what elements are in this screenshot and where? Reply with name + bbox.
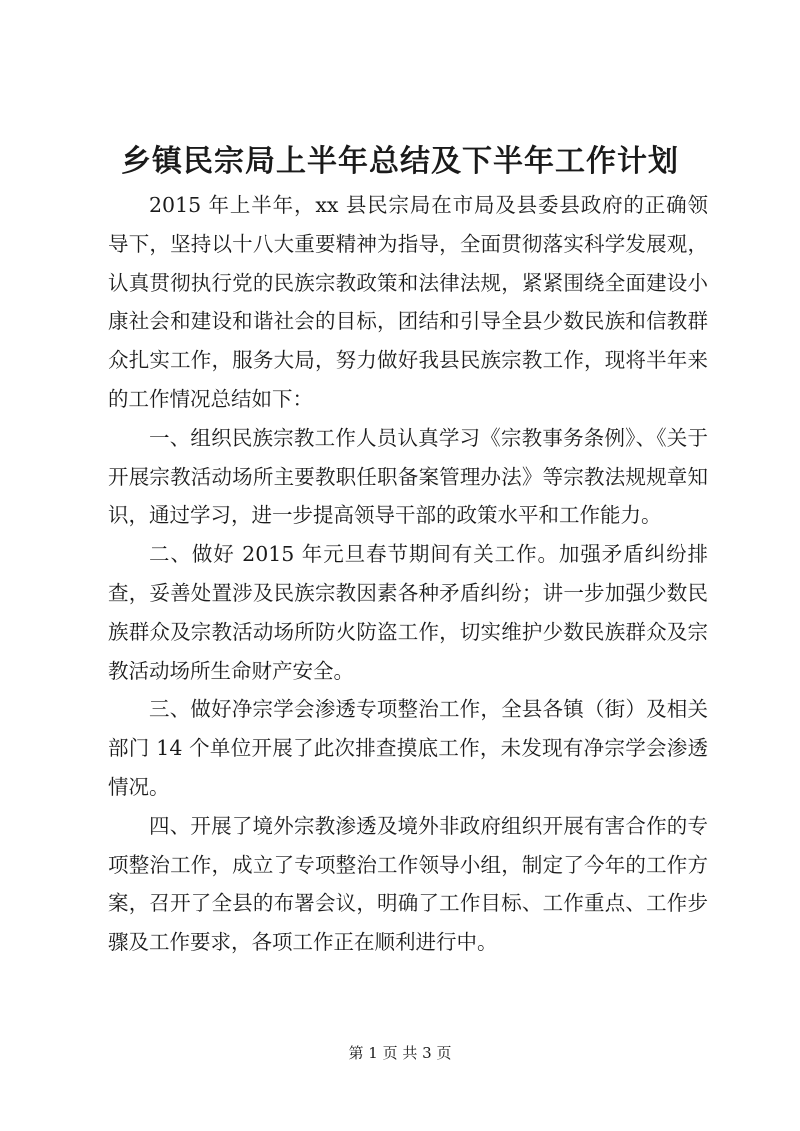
document-title: 乡镇民宗局上半年总结及下半年工作计划 <box>121 144 679 179</box>
page-number-footer: 第 1 页 共 3 页 <box>348 1044 452 1062</box>
paragraph-item-4: 四、开展了境外宗教渗透及境外非政府组织开展有害合作的专项整治工作，成立了专项整治工作领导小组，制定了今年的工作方案，召开了全县的布署会议，明确了工作目标、工作重点、工作步骤及工作要求，各项工作正在顺利进行中。 <box>108 813 708 955</box>
document-body <box>108 186 708 962</box>
paragraph-item-3: 三、做好净宗学会渗透专项整治工作，全县各镇（街）及相关部门 14 个单位开展了此次排查摸底工作，未发现有净宗学会渗透情况。 <box>108 697 708 799</box>
paragraph-intro: 2015 年上半年，xx 县民宗局在市局及县委县政府的正确领导下，坚持以十八大重要精神为指导，全面贯彻落实科学发展观，认真贯彻执行党的民族宗教政策和法律法规，紧紧围绕全面建设小康社会和建设和谐社会的目标，团结和引导全县少数民族和信教群众扎实工作，服务大局，努力做好我县民族宗教工作，现将半年来的工作情况总结如下： <box>108 193 708 411</box>
paragraph-item-1: 一、组织民族宗教工作人员认真学习《宗教事务条例》、《关于开展宗教活动场所主要教职任职备案管理办法》等宗教法规规章知识，通过学习，进一步提高领导干部的政策水平和工作能力。 <box>108 425 708 528</box>
paragraph-item-2: 二、做好 2015 年元旦春节期间有关工作。加强矛盾纠纷排查，妥善处置涉及民族宗教因素各种矛盾纠纷；讲一步加强少数民族群众及宗教活动场所防火防盗工作，切实维护少数民族群众及宗教活动场所生命财产安全。 <box>108 542 708 683</box>
